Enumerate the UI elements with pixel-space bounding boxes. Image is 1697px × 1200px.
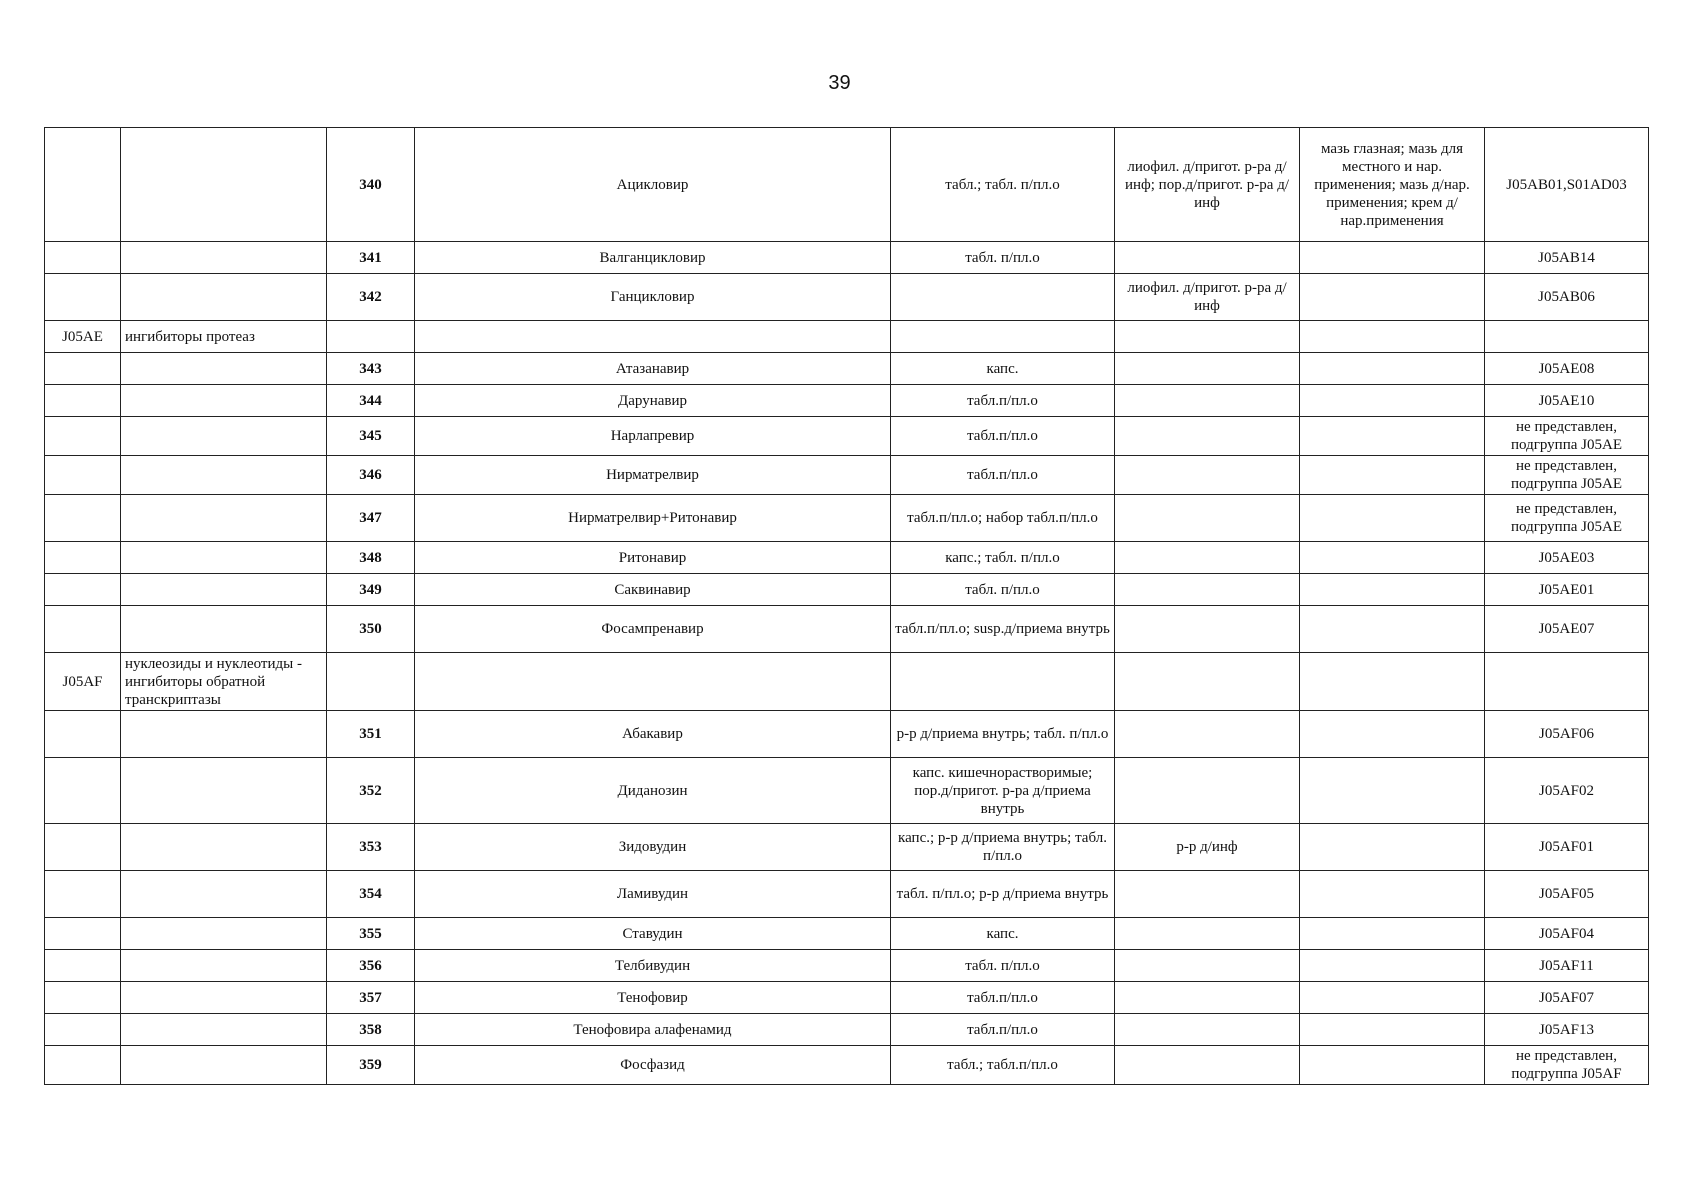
atc-code-cell: не представлен, подгруппа J05AF xyxy=(1485,1046,1649,1085)
group-name-cell xyxy=(121,417,327,456)
drug-name-cell: Ритонавир xyxy=(415,542,891,574)
drug-name-cell: Нарлапревир xyxy=(415,417,891,456)
number-cell: 340 xyxy=(327,128,415,242)
group-code-cell xyxy=(45,128,121,242)
table-row xyxy=(45,606,1649,653)
group-name-cell xyxy=(121,1046,327,1085)
group-row xyxy=(45,321,1649,353)
group-name-cell xyxy=(121,456,327,495)
number-cell: 354 xyxy=(327,871,415,918)
group-code-cell: J05AE xyxy=(45,321,121,353)
injection-form-cell: лиофил. д/пригот. р-ра д/инф xyxy=(1115,274,1300,321)
injection-form-cell xyxy=(1115,1046,1300,1085)
group-code-cell xyxy=(45,385,121,417)
group-code-cell xyxy=(45,353,121,385)
oral-form-cell: табл.п/пл.о xyxy=(891,1014,1115,1046)
group-name-cell xyxy=(121,606,327,653)
injection-form-cell: лиофил. д/пригот. р-ра д/инф; пор.д/пригот. р-ра д/инф xyxy=(1115,128,1300,242)
other-form-cell xyxy=(1300,871,1485,918)
injection-form-cell xyxy=(1115,653,1300,711)
injection-form-cell xyxy=(1115,574,1300,606)
oral-form-cell: табл. п/пл.о xyxy=(891,950,1115,982)
drug-name-cell: Тенофовир xyxy=(415,982,891,1014)
atc-code-cell: J05AE10 xyxy=(1485,385,1649,417)
number-cell: 357 xyxy=(327,982,415,1014)
drug-name-cell: Фосфазид xyxy=(415,1046,891,1085)
table-row xyxy=(45,711,1649,758)
drug-name-cell xyxy=(415,321,891,353)
drug-name-cell: Ацикловир xyxy=(415,128,891,242)
injection-form-cell xyxy=(1115,495,1300,542)
group-name-cell xyxy=(121,128,327,242)
drug-name-cell: Атазанавир xyxy=(415,353,891,385)
oral-form-cell: капс. xyxy=(891,353,1115,385)
atc-code-cell: J05AB14 xyxy=(1485,242,1649,274)
group-code-cell xyxy=(45,950,121,982)
group-code-cell xyxy=(45,417,121,456)
atc-code-cell: J05AF13 xyxy=(1485,1014,1649,1046)
group-code-cell xyxy=(45,982,121,1014)
injection-form-cell xyxy=(1115,758,1300,824)
atc-code-cell: не представлен, подгруппа J05AE xyxy=(1485,417,1649,456)
group-name-cell: нуклеозиды и нуклеотиды - ингибиторы обратной транскриптазы xyxy=(121,653,327,711)
atc-code-cell: не представлен, подгруппа J05AE xyxy=(1485,495,1649,542)
other-form-cell xyxy=(1300,456,1485,495)
table-row xyxy=(45,542,1649,574)
drug-name-cell: Валганцикловир xyxy=(415,242,891,274)
group-name-cell: ингибиторы протеаз xyxy=(121,321,327,353)
other-form-cell xyxy=(1300,653,1485,711)
number-cell: 349 xyxy=(327,574,415,606)
atc-code-cell: J05AB01,S01AD03 xyxy=(1485,128,1649,242)
injection-form-cell xyxy=(1115,1014,1300,1046)
atc-code-cell: J05AF06 xyxy=(1485,711,1649,758)
page-number-text: 39 xyxy=(828,72,851,94)
group-name-cell xyxy=(121,918,327,950)
table-row xyxy=(45,495,1649,542)
number-cell: 356 xyxy=(327,950,415,982)
group-name-cell xyxy=(121,1014,327,1046)
number-cell xyxy=(327,321,415,353)
number-cell: 352 xyxy=(327,758,415,824)
group-code-cell xyxy=(45,1046,121,1085)
other-form-cell xyxy=(1300,918,1485,950)
drug-table-body xyxy=(45,128,1649,1085)
oral-form-cell: табл.п/пл.о; susp.д/приема внутрь xyxy=(891,606,1115,653)
atc-code-cell: J05AF04 xyxy=(1485,918,1649,950)
table-row xyxy=(45,456,1649,495)
atc-code-cell xyxy=(1485,653,1649,711)
drug-name-cell: Фосампренавир xyxy=(415,606,891,653)
drug-name-cell: Зидовудин xyxy=(415,824,891,871)
drug-name-cell: Саквинавир xyxy=(415,574,891,606)
number-cell: 342 xyxy=(327,274,415,321)
injection-form-cell xyxy=(1115,950,1300,982)
number-cell: 345 xyxy=(327,417,415,456)
atc-code-cell: J05AE08 xyxy=(1485,353,1649,385)
other-form-cell xyxy=(1300,1046,1485,1085)
other-form-cell xyxy=(1300,982,1485,1014)
drug-name-cell: Нирматрелвир+Ритонавир xyxy=(415,495,891,542)
group-code-cell xyxy=(45,242,121,274)
oral-form-cell: капс. xyxy=(891,918,1115,950)
table-row xyxy=(45,385,1649,417)
injection-form-cell xyxy=(1115,417,1300,456)
other-form-cell xyxy=(1300,574,1485,606)
number-cell: 344 xyxy=(327,385,415,417)
injection-form-cell xyxy=(1115,982,1300,1014)
oral-form-cell: табл.п/пл.о xyxy=(891,982,1115,1014)
group-name-cell xyxy=(121,495,327,542)
group-name-cell xyxy=(121,274,327,321)
other-form-cell xyxy=(1300,274,1485,321)
oral-form-cell xyxy=(891,274,1115,321)
group-name-cell xyxy=(121,542,327,574)
other-form-cell xyxy=(1300,495,1485,542)
number-cell: 353 xyxy=(327,824,415,871)
number-cell: 358 xyxy=(327,1014,415,1046)
oral-form-cell: капс.; р-р д/приема внутрь; табл. п/пл.о xyxy=(891,824,1115,871)
other-form-cell xyxy=(1300,711,1485,758)
oral-form-cell: р-р д/приема внутрь; табл. п/пл.о xyxy=(891,711,1115,758)
group-name-cell xyxy=(121,574,327,606)
injection-form-cell: р-р д/инф xyxy=(1115,824,1300,871)
group-code-cell xyxy=(45,824,121,871)
table-row xyxy=(45,918,1649,950)
other-form-cell xyxy=(1300,242,1485,274)
other-form-cell xyxy=(1300,385,1485,417)
other-form-cell xyxy=(1300,542,1485,574)
group-name-cell xyxy=(121,711,327,758)
oral-form-cell: капс.; табл. п/пл.о xyxy=(891,542,1115,574)
group-code-cell xyxy=(45,1014,121,1046)
drug-name-cell: Ламивудин xyxy=(415,871,891,918)
other-form-cell: мазь глазная; мазь для местного и нар. применения; мазь д/нар. применения; крем д/нар.применения xyxy=(1300,128,1485,242)
number-cell: 346 xyxy=(327,456,415,495)
atc-code-cell: J05AE07 xyxy=(1485,606,1649,653)
group-code-cell xyxy=(45,495,121,542)
number-cell: 351 xyxy=(327,711,415,758)
group-name-cell xyxy=(121,982,327,1014)
group-code-cell xyxy=(45,758,121,824)
group-code-cell xyxy=(45,274,121,321)
other-form-cell xyxy=(1300,417,1485,456)
oral-form-cell: табл.п/пл.о xyxy=(891,456,1115,495)
number-cell: 343 xyxy=(327,353,415,385)
injection-form-cell xyxy=(1115,353,1300,385)
drug-name-cell: Телбивудин xyxy=(415,950,891,982)
atc-code-cell: J05AF05 xyxy=(1485,871,1649,918)
table-row xyxy=(45,1014,1649,1046)
table-row xyxy=(45,417,1649,456)
group-code-cell xyxy=(45,871,121,918)
table-row xyxy=(45,871,1649,918)
number-cell: 355 xyxy=(327,918,415,950)
drug-name-cell: Ставудин xyxy=(415,918,891,950)
other-form-cell xyxy=(1300,353,1485,385)
table-row xyxy=(45,274,1649,321)
atc-code-cell: J05AF07 xyxy=(1485,982,1649,1014)
oral-form-cell: капс. кишечнорастворимые; пор.д/пригот. р-ра д/приема внутрь xyxy=(891,758,1115,824)
group-name-cell xyxy=(121,353,327,385)
atc-code-cell: J05AF02 xyxy=(1485,758,1649,824)
drug-name-cell: Диданозин xyxy=(415,758,891,824)
atc-code-cell: J05AB06 xyxy=(1485,274,1649,321)
group-code-cell xyxy=(45,456,121,495)
group-code-cell: J05AF xyxy=(45,653,121,711)
injection-form-cell xyxy=(1115,456,1300,495)
group-name-cell xyxy=(121,871,327,918)
drug-name-cell: Ганцикловир xyxy=(415,274,891,321)
atc-code-cell: J05AE01 xyxy=(1485,574,1649,606)
injection-form-cell xyxy=(1115,606,1300,653)
oral-form-cell: табл. п/пл.о xyxy=(891,242,1115,274)
table-row xyxy=(45,574,1649,606)
oral-form-cell: табл.п/пл.о xyxy=(891,385,1115,417)
table-row xyxy=(45,1046,1649,1085)
table-row xyxy=(45,758,1649,824)
group-name-cell xyxy=(121,758,327,824)
other-form-cell xyxy=(1300,1014,1485,1046)
drug-name-cell: Дарунавир xyxy=(415,385,891,417)
injection-form-cell xyxy=(1115,711,1300,758)
injection-form-cell xyxy=(1115,242,1300,274)
other-form-cell xyxy=(1300,950,1485,982)
atc-code-cell: J05AF01 xyxy=(1485,824,1649,871)
number-cell: 348 xyxy=(327,542,415,574)
drug-name-cell: Абакавир xyxy=(415,711,891,758)
group-name-cell xyxy=(121,242,327,274)
table-row xyxy=(45,242,1649,274)
oral-form-cell: табл. п/пл.о xyxy=(891,574,1115,606)
drug-name-cell xyxy=(415,653,891,711)
group-row xyxy=(45,653,1649,711)
oral-form-cell xyxy=(891,653,1115,711)
injection-form-cell xyxy=(1115,321,1300,353)
group-code-cell xyxy=(45,918,121,950)
injection-form-cell xyxy=(1115,871,1300,918)
group-code-cell xyxy=(45,711,121,758)
atc-code-cell: не представлен, подгруппа J05AE xyxy=(1485,456,1649,495)
group-code-cell xyxy=(45,606,121,653)
drug-name-cell: Тенофовира алафенамид xyxy=(415,1014,891,1046)
number-cell: 350 xyxy=(327,606,415,653)
other-form-cell xyxy=(1300,321,1485,353)
other-form-cell xyxy=(1300,758,1485,824)
page-number xyxy=(0,72,1697,95)
table-row xyxy=(45,950,1649,982)
number-cell: 347 xyxy=(327,495,415,542)
number-cell: 359 xyxy=(327,1046,415,1085)
table-row xyxy=(45,353,1649,385)
drug-name-cell: Нирматрелвир xyxy=(415,456,891,495)
injection-form-cell xyxy=(1115,385,1300,417)
other-form-cell xyxy=(1300,606,1485,653)
other-form-cell xyxy=(1300,824,1485,871)
injection-form-cell xyxy=(1115,918,1300,950)
injection-form-cell xyxy=(1115,542,1300,574)
atc-code-cell xyxy=(1485,321,1649,353)
oral-form-cell: табл.п/пл.о; набор табл.п/пл.о xyxy=(891,495,1115,542)
group-name-cell xyxy=(121,824,327,871)
group-name-cell xyxy=(121,950,327,982)
oral-form-cell: табл.; табл. п/пл.о xyxy=(891,128,1115,242)
table-row xyxy=(45,128,1649,242)
table-row xyxy=(45,982,1649,1014)
drug-table xyxy=(44,127,1649,1085)
oral-form-cell: табл. п/пл.о; р-р д/приема внутрь xyxy=(891,871,1115,918)
oral-form-cell: табл.; табл.п/пл.о xyxy=(891,1046,1115,1085)
atc-code-cell: J05AE03 xyxy=(1485,542,1649,574)
oral-form-cell: табл.п/пл.о xyxy=(891,417,1115,456)
number-cell xyxy=(327,653,415,711)
oral-form-cell xyxy=(891,321,1115,353)
group-name-cell xyxy=(121,385,327,417)
number-cell: 341 xyxy=(327,242,415,274)
table-row xyxy=(45,824,1649,871)
group-code-cell xyxy=(45,542,121,574)
group-code-cell xyxy=(45,574,121,606)
atc-code-cell: J05AF11 xyxy=(1485,950,1649,982)
